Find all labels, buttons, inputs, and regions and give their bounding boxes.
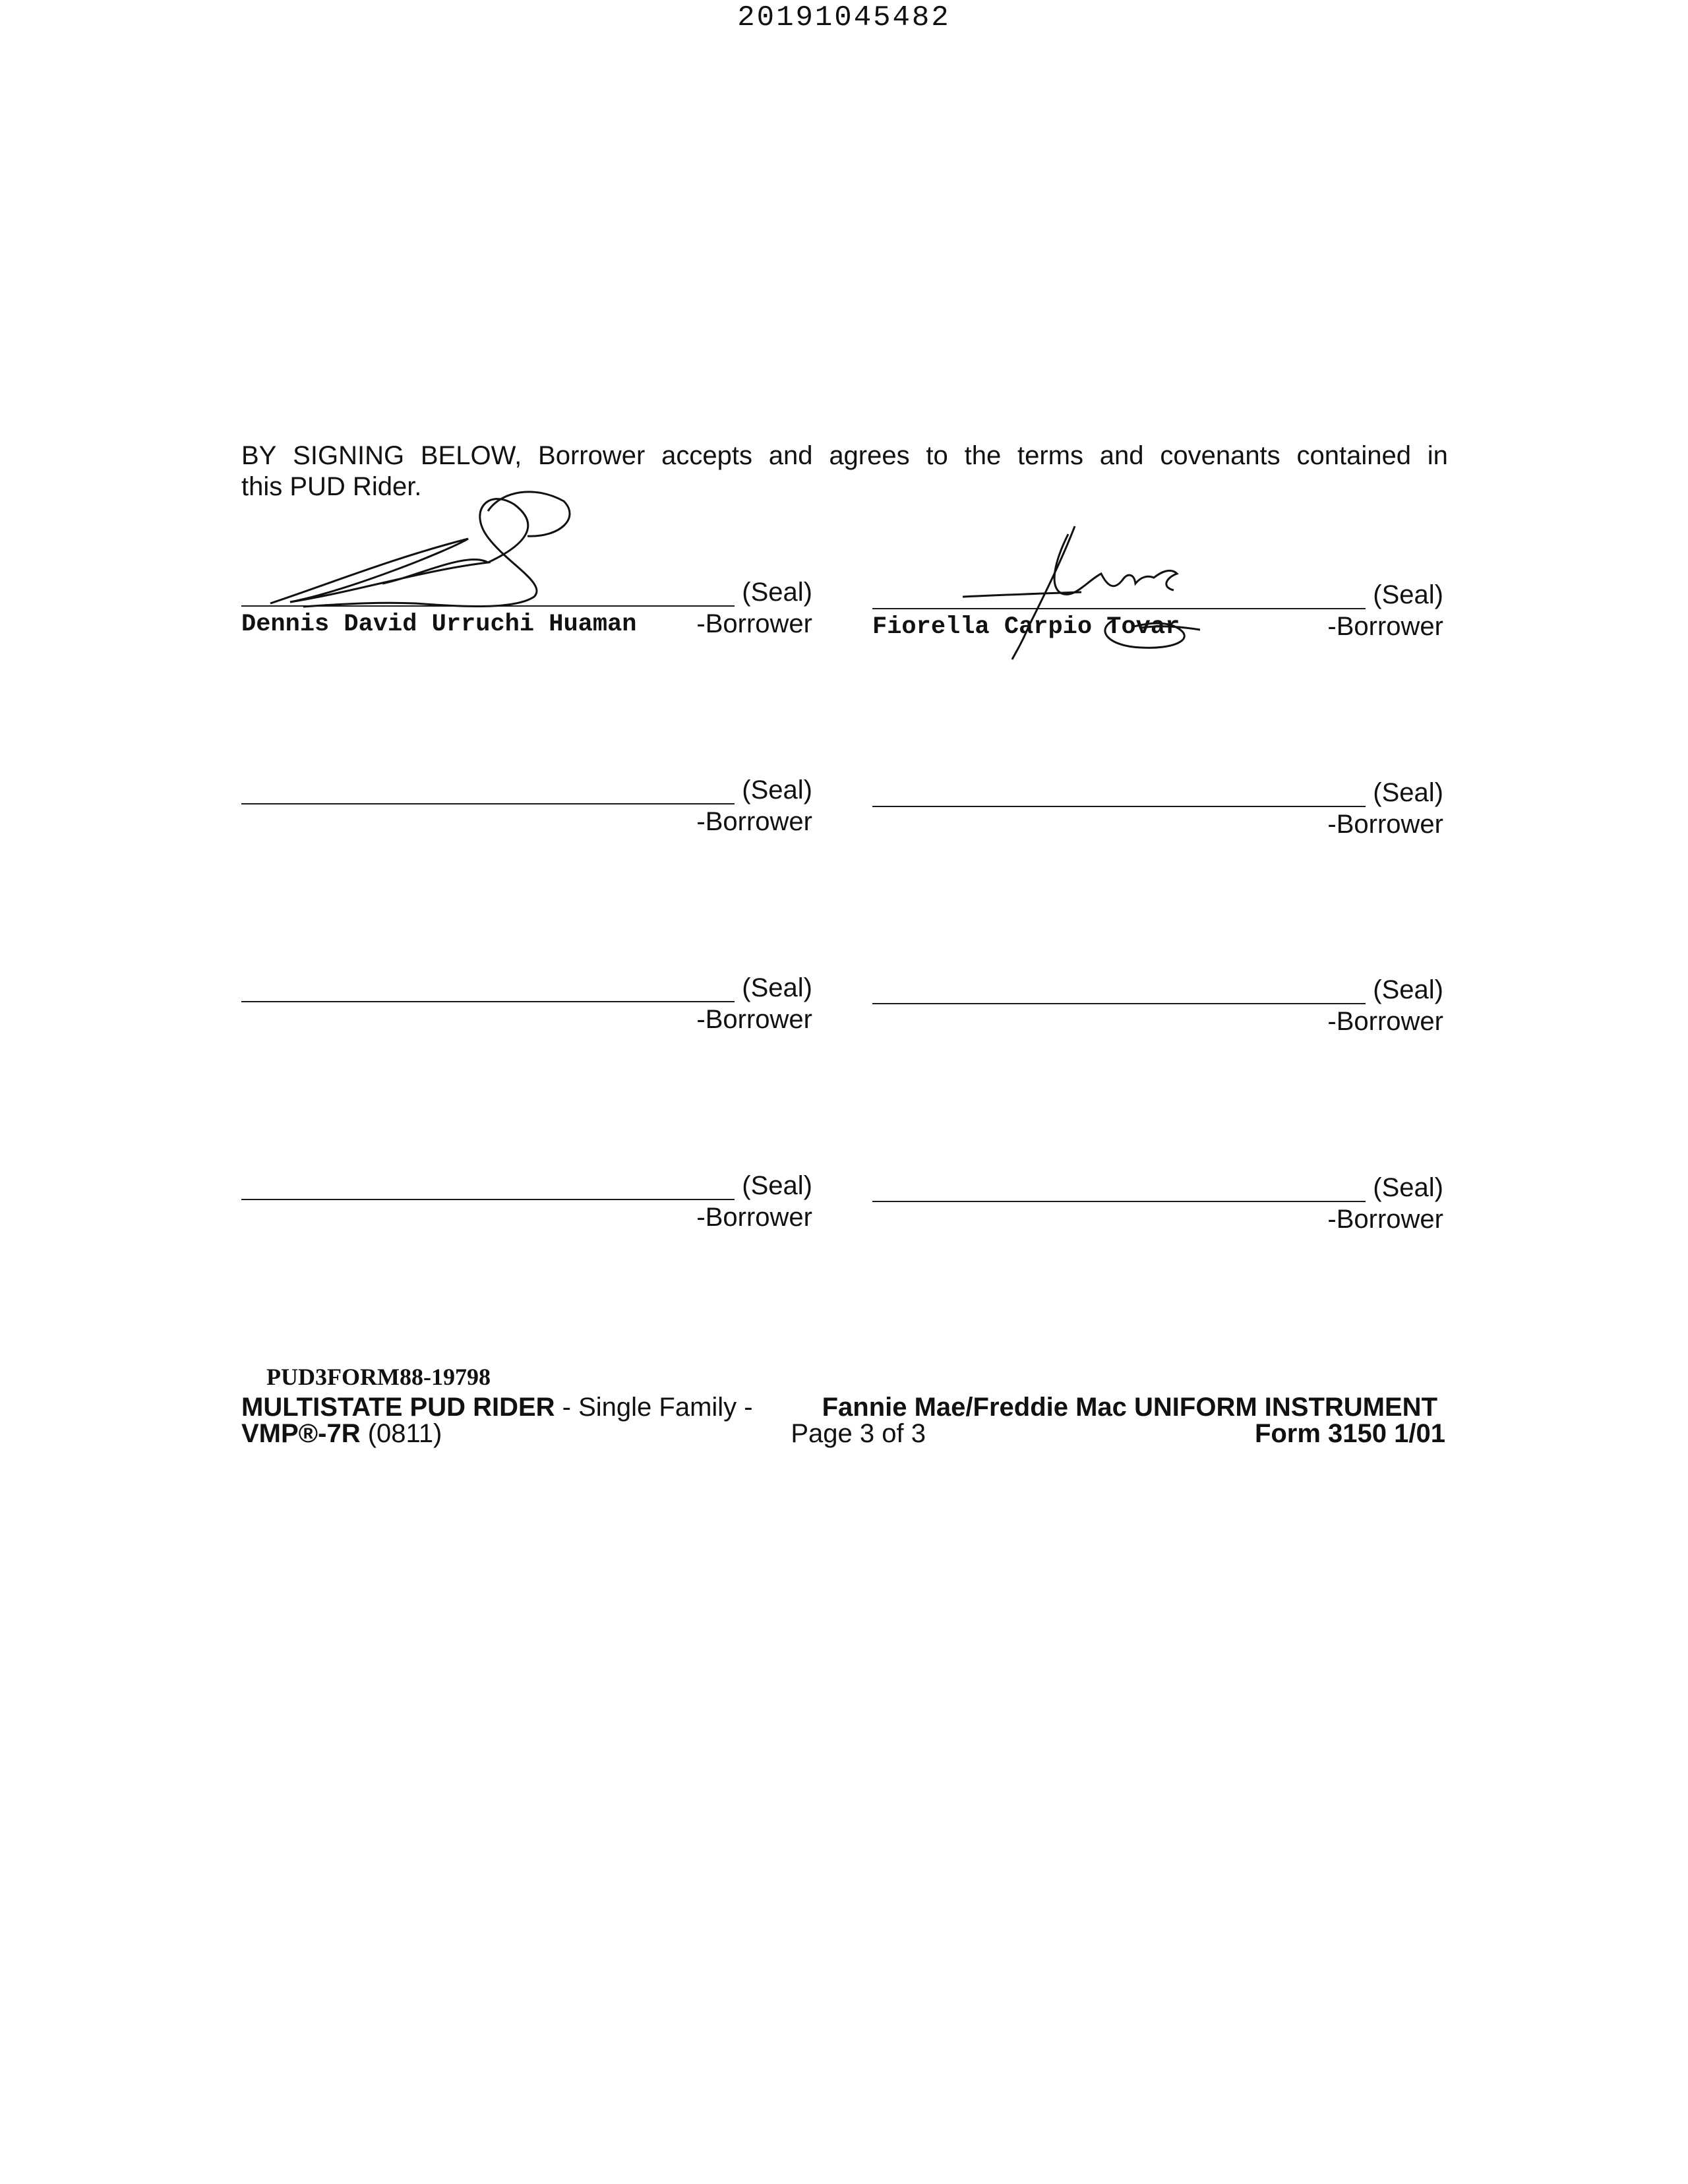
signature-block-6	[872, 970, 1443, 1043]
signature-line	[241, 1199, 735, 1200]
intro-word: agrees	[829, 441, 910, 470]
seal-label: (Seal)	[1373, 975, 1443, 1004]
borrower-role-label: -Borrower	[1327, 810, 1443, 839]
vmp-label: VMP®-7R	[241, 1419, 361, 1448]
borrower-role-label: -Borrower	[696, 807, 812, 836]
vmp-revision: (0811)	[360, 1419, 442, 1448]
title-separator: -	[737, 1393, 760, 1422]
borrower-role-label: -Borrower	[696, 1203, 812, 1232]
borrower-name: Fiorella Carpio Tovar	[872, 613, 1180, 641]
intro-word: BY	[241, 441, 277, 470]
seal-label: (Seal)	[742, 1171, 812, 1200]
intro-word: covenants	[1160, 441, 1281, 470]
seal-label: (Seal)	[742, 973, 812, 1002]
rider-subtitle: Single Family	[578, 1393, 737, 1422]
footer-title-left	[241, 1394, 760, 1420]
intro-word: terms	[1017, 441, 1083, 470]
seal-label: (Seal)	[1373, 778, 1443, 807]
seal-label: (Seal)	[1373, 1173, 1443, 1202]
intro-word: BELOW,	[420, 441, 522, 470]
intro-word: contained	[1296, 441, 1411, 470]
seal-label: (Seal)	[742, 578, 812, 607]
form-footer	[241, 1364, 1448, 1447]
intro-word: and	[1099, 441, 1144, 470]
intro-word: SIGNING	[293, 441, 405, 470]
signature-block-5	[241, 968, 812, 1041]
signature-block-7	[241, 1166, 812, 1238]
seal-label: (Seal)	[1373, 580, 1443, 609]
title-separator: -	[555, 1393, 579, 1422]
intro-word: accepts	[661, 441, 752, 470]
signature-block-1	[241, 572, 812, 645]
form-code: PUD3FORM88-19798	[266, 1364, 491, 1390]
signing-statement	[241, 440, 1448, 502]
intro-word: the	[964, 441, 1002, 470]
signature-line	[872, 1003, 1366, 1004]
signature-line	[241, 1001, 735, 1002]
signature-block-2	[872, 575, 1443, 648]
rider-title: MULTISTATE PUD RIDER	[241, 1393, 555, 1422]
signature-line	[241, 803, 735, 804]
footer-meta-row	[241, 1420, 1448, 1447]
signature-line	[872, 1201, 1366, 1202]
uniform-instrument-label: Fannie Mae/Freddie Mac UNIFORM INSTRUMENT	[822, 1393, 1437, 1422]
signature-line	[872, 608, 1366, 609]
page-number: Page 3 of 3	[791, 1419, 926, 1448]
vmp-code	[241, 1420, 442, 1447]
intro-word: and	[768, 441, 813, 470]
signature-block-4	[872, 773, 1443, 845]
signature-block-3	[241, 770, 812, 843]
signature-block-8	[872, 1168, 1443, 1240]
intro-word: to	[926, 441, 948, 470]
intro-word: in	[1427, 441, 1448, 470]
signature-line	[872, 806, 1366, 807]
borrower-role-label: -Borrower	[696, 609, 812, 638]
signing-statement-line2: this PUD Rider.	[241, 472, 422, 501]
intro-word: Borrower	[538, 441, 646, 470]
form-number: Form 3150 1/01	[1254, 1419, 1445, 1448]
signing-statement-line1	[241, 440, 1448, 471]
borrower-role-label: -Borrower	[1327, 1007, 1443, 1036]
seal-label: (Seal)	[742, 775, 812, 804]
borrower-role-label: -Borrower	[1327, 1205, 1443, 1234]
footer-title-row	[241, 1394, 1448, 1420]
document-number: 20191045482	[737, 1, 951, 34]
signature-line	[241, 605, 735, 607]
borrower-role-label: -Borrower	[696, 1005, 812, 1034]
borrower-role-label: -Borrower	[1327, 612, 1443, 641]
borrower-name: Dennis David Urruchi Huaman	[241, 611, 637, 638]
